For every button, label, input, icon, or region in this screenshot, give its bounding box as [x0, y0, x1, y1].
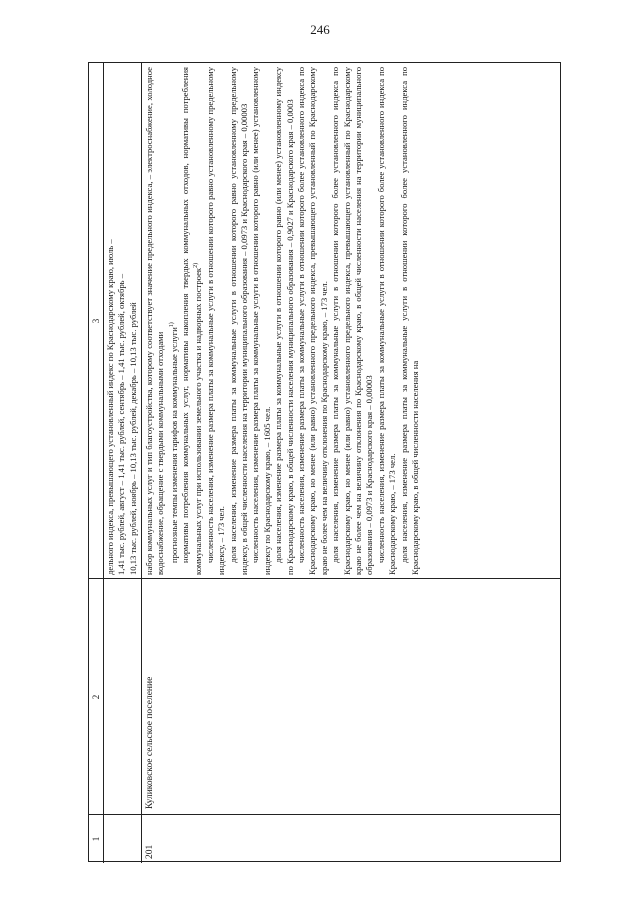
- column-header-1: 1: [91, 836, 101, 842]
- row-divider: [141, 63, 142, 863]
- settlement-name: Куликовское сельское поселение: [145, 676, 155, 809]
- paragraph: доля населения, изменение размера платы за коммунальные услуги в отношении которого равно (или менее) установленному индексу по Краснодарскому краю, в общей численности населения муниципального образования – 0,9027 и Краснодарского края – 0,0003: [273, 67, 295, 575]
- paragraph: [167, 67, 180, 575]
- column-header-2: 2: [91, 694, 101, 700]
- paragraph-text: нормативы потребления коммунальных услуг, нормативы накопления твердых коммунальных отходов, нормативы потребления коммунальных услуг при использовании земельного участка и надворных построек: [180, 67, 204, 575]
- rotated-table-content: [89, 63, 560, 863]
- continued-line: 10,13 тыс. рублей, ноябрь – 10,13 тыс. рублей, декабрь – 10,13 тыс. рублей: [127, 302, 138, 575]
- data-table: [88, 62, 561, 862]
- continued-line: дельного индекса, превышающего установленный индекс по Краснодарскому краю, июль –: [105, 239, 115, 575]
- footnote-mark: 2): [193, 262, 200, 268]
- paragraph-text: прогнозные темпы изменения тарифов на коммунальные услуги: [168, 327, 179, 563]
- continued-line: 1,41 тыс. рублей, август – 1,41 тыс. рублей, сентябрь – 1,41 тыс. рублей, октябрь –: [116, 273, 127, 575]
- paragraph: доля населения, изменение размера платы за коммунальные услуги в отношении которого более установленного индекса по Краснодарскому краю, в общей численности населения на: [398, 67, 421, 575]
- row-number: 201: [145, 844, 155, 859]
- column-header-3: 3: [91, 318, 101, 324]
- column-divider: [89, 814, 560, 815]
- table-header-row: [89, 63, 104, 863]
- paragraph: численность населения, изменение размера платы за коммунальные услуги в отношении которого более установленного индекса по Краснодарскому краю, но менее (или равно) установленного предельного индекса, превышающего установленный по Краснодарскому краю не более чем на величину отклонения по Краснодарскому краю, – 173 чел.: [296, 67, 329, 575]
- column-divider: [89, 578, 560, 579]
- paragraph: доля населения, изменение размера платы за коммунальные услуги в отношении которого более установленного индекса по Краснодарскому краю, но менее (или равно) установленного предельного индекса, превышающего установленный по Краснодарскому краю не более чем на величину отклонения по Краснодарскому краю, в общей численности населения на территории муниципального образования – 0,0973 и Краснодарского края – 0,00003: [330, 67, 375, 575]
- footnote-mark: 1): [168, 322, 175, 328]
- continued-text-block: [105, 67, 139, 575]
- paragraph: численность населения, изменение размера платы за коммунальные услуги в отношении которого равно (или менее) установленному индексу по Краснодарскому краю, – 1605 чел.: [250, 67, 272, 575]
- paragraph: численность населения, изменение размера платы за коммунальные услуги в отношении которого более установленного индекса по Краснодарскому краю, – 173 чел.: [375, 67, 398, 575]
- row-201-text: [144, 67, 421, 575]
- paragraph: доля населения, изменение размера платы за коммунальные услуги в отношении которого равно установленному предельному индексу, в общей численности населения на территории муниципального образования – 0,0973 и Краснодарского края – 0,00003: [227, 67, 249, 575]
- paragraph: численность населения, изменение размера платы за коммунальные услуги в отношении которого равно установленному предельному индексу, – 173 чел.: [204, 67, 227, 575]
- page-number: 246: [310, 22, 330, 37]
- paragraph: [180, 67, 205, 575]
- paragraph: набор коммунальных услуг и тип благоустройства, которому соответствует значение предельного индекса, – электроснабжение, холодное водоснабжение, обращение с твердыми коммунальными отходами: [144, 67, 166, 575]
